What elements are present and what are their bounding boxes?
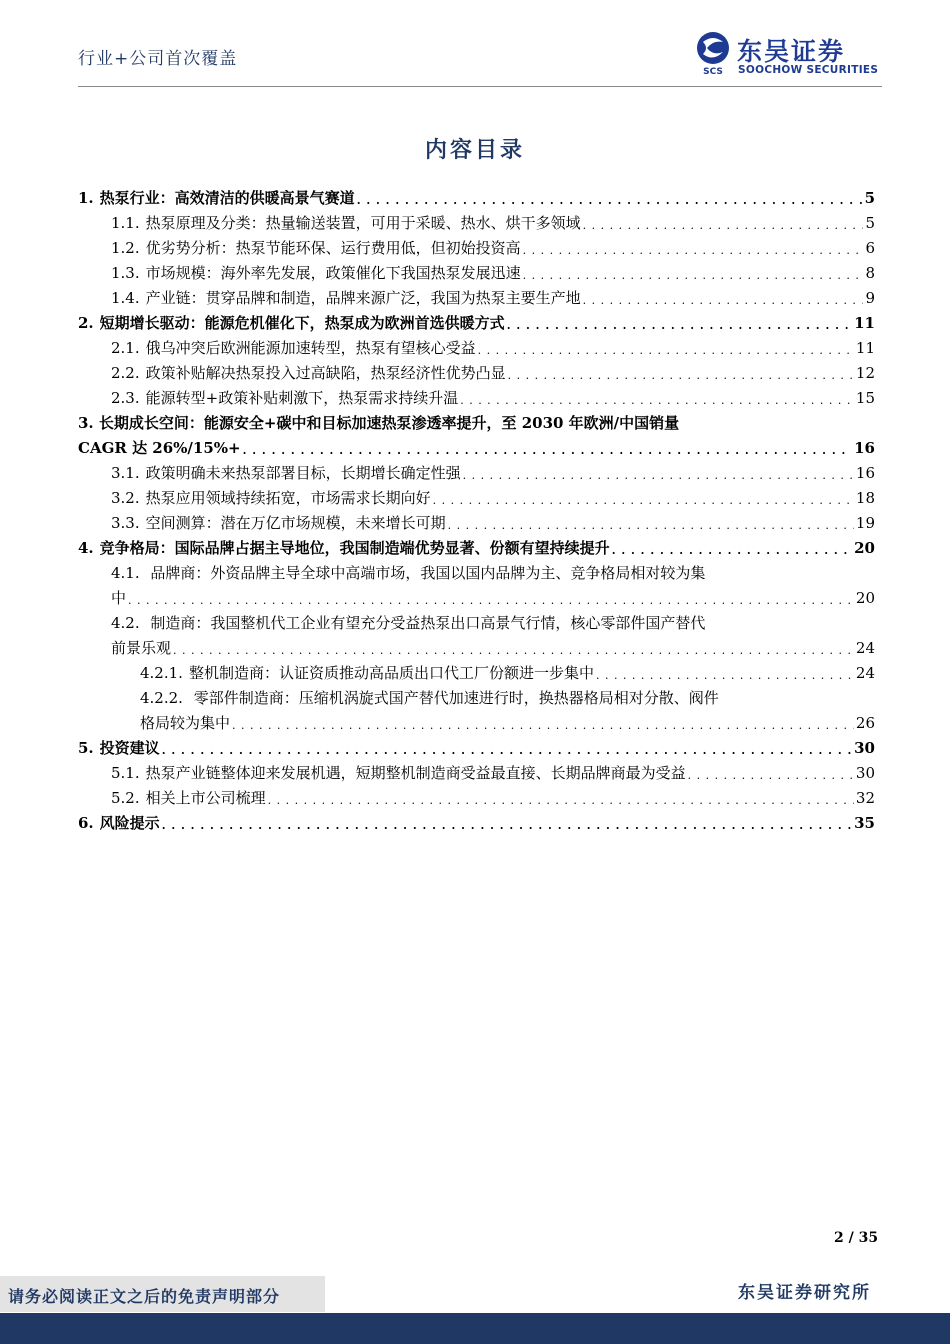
toc-entry-2-2[interactable] [78, 361, 875, 386]
toc-entry-title-continued: 前景乐观 [111, 639, 172, 657]
toc-entry-title: 制造商：我国整机代工企业有望充分受益热泵出口高景气行情，核心零部件国产替代 [150, 614, 706, 632]
toc-entry-page: 8 [865, 264, 875, 282]
toc-leader-dots [596, 666, 854, 686]
toc-entry-number: 2.1. [111, 339, 140, 357]
toc-entry-title: 俄乌冲突后欧洲能源加速转型，热泵有望核心受益 [145, 339, 476, 357]
toc-entry-title: 热泵行业：高效清洁的供暖高景气赛道 [99, 189, 355, 207]
toc-entry-number: 4.2. [111, 614, 140, 632]
toc-entry-title: 短期增长驱动：能源危机催化下，热泵成为欧洲首选供暖方式 [99, 314, 505, 332]
toc-entry-page: 24 [855, 639, 875, 657]
toc-entry-number: 3. [78, 414, 94, 432]
table-of-contents [78, 186, 875, 836]
toc-entry-5-2[interactable] [78, 786, 875, 811]
toc-entry-4[interactable] [78, 536, 875, 561]
toc-entry-page: 24 [855, 664, 875, 682]
toc-entry-page: 11 [854, 314, 875, 332]
logo-chinese-name: 东吴证券 [737, 37, 846, 66]
toc-entry-2-3[interactable] [78, 386, 875, 411]
toc-entry-page: 30 [855, 764, 875, 782]
toc-entry-number: 2.2. [111, 364, 140, 382]
toc-entry-5-1[interactable] [78, 761, 875, 786]
toc-entry-page: 26 [855, 714, 875, 732]
toc-entry-title: 竞争格局：国际品牌占据主导地位，我国制造端优势显著、份额有望持续提升 [99, 539, 610, 557]
toc-entry-page: 19 [855, 514, 875, 532]
toc-entry-page: 6 [865, 239, 875, 257]
toc-entry-1-4[interactable] [78, 286, 875, 311]
toc-entry-2-1[interactable] [78, 336, 875, 361]
toc-entry-title: 能源转型+政策补贴刺激下，热泵需求持续升温 [145, 389, 459, 407]
toc-entry-title: 市场规模：海外率先发展，政策催化下我国热泵发展迅速 [145, 264, 521, 282]
toc-entry-3[interactable] [78, 411, 875, 461]
toc-entry-number: 1.1. [111, 214, 140, 232]
toc-leader-dots [583, 216, 864, 236]
toc-entry-number: 3.3. [111, 514, 140, 532]
toc-entry-number: 4.1. [111, 564, 140, 582]
toc-entry-title: 热泵产业链整体迎来发展机遇，短期整机制造商受益最直接、长期品牌商最为受益 [145, 764, 686, 782]
toc-leader-dots [232, 716, 854, 736]
logo-english-name: SOOCHOW SECURITIES [738, 64, 879, 76]
toc-leader-dots [478, 341, 854, 361]
toc-leader-dots [583, 291, 864, 311]
toc-entry-number: 4. [78, 539, 94, 557]
toc-entry-4-2[interactable] [78, 611, 875, 661]
toc-entry-1-1[interactable] [78, 211, 875, 236]
toc-leader-dots [463, 466, 854, 486]
toc-entry-number: 4.2.1. [140, 664, 183, 682]
toc-entry-title: 长期成长空间：能源安全+碳中和目标加速热泵渗透率提升，至 2030 年欧洲/中国销量 [98, 414, 680, 432]
toc-leader-dots [612, 541, 852, 561]
toc-leader-dots [173, 641, 854, 661]
toc-entry-title: 整机制造商：认证资质推动高品质出口代工厂份额进一步集中 [188, 664, 594, 682]
footer-bar [0, 1313, 950, 1344]
toc-entry-page: 16 [855, 464, 875, 482]
toc-entry-1[interactable] [78, 186, 875, 211]
toc-entry-number: 1.4. [111, 289, 140, 307]
toc-title: 内容目录 [424, 137, 525, 163]
toc-entry-page: 32 [855, 789, 875, 807]
toc-entry-page: 20 [855, 589, 875, 607]
toc-entry-page: 5 [865, 214, 875, 232]
soochow-logo [693, 30, 883, 80]
toc-leader-dots [508, 366, 854, 386]
toc-entry-title: 零部件制造商：压缩机涡旋式国产替代加速进行时，换热器格局相对分散、阀件 [193, 689, 719, 707]
toc-entry-number: 2. [78, 314, 94, 332]
page-indicator: 2 / 35 [834, 1230, 879, 1246]
toc-leader-dots [268, 791, 854, 811]
toc-entry-5[interactable] [78, 736, 875, 761]
toc-entry-title: 投资建议 [99, 739, 160, 757]
toc-leader-dots [357, 191, 863, 211]
toc-entry-number: 2.3. [111, 389, 140, 407]
toc-entry-page: 11 [855, 339, 875, 357]
toc-entry-page: 30 [854, 739, 875, 757]
toc-leader-dots [448, 516, 854, 536]
footer-disclaimer-box [0, 1276, 325, 1312]
footer-disclaimer: 请务必阅读正文之后的免责声明部分 [8, 1287, 281, 1306]
toc-entry-number: 1.3. [111, 264, 140, 282]
toc-entry-6[interactable] [78, 811, 875, 836]
toc-leader-dots [507, 316, 852, 336]
toc-entry-page: 12 [855, 364, 875, 382]
toc-leader-dots [688, 766, 854, 786]
toc-entry-3-3[interactable] [78, 511, 875, 536]
toc-entry-title: 相关上市公司梳理 [145, 789, 266, 807]
toc-entry-4-2-1[interactable] [78, 661, 875, 686]
toc-entry-1-3[interactable] [78, 261, 875, 286]
toc-leader-dots [433, 491, 854, 511]
toc-entry-title: 风险提示 [99, 814, 160, 832]
toc-entry-title: 政策明确未来热泵部署目标，长期增长确定性强 [145, 464, 461, 482]
toc-entry-page: 5 [864, 189, 875, 207]
toc-entry-4-1[interactable] [78, 561, 875, 611]
report-type-label: 行业+公司首次覆盖 [78, 49, 238, 69]
toc-entry-page: 18 [855, 489, 875, 507]
toc-entry-number: 5. [78, 739, 94, 757]
footer-institute: 东吴证券研究所 [738, 1283, 871, 1303]
toc-entry-number: 6. [78, 814, 94, 832]
toc-leader-dots [523, 266, 864, 286]
toc-entry-title: 优劣势分析：热泵节能环保、运行费用低，但初始投资高 [145, 239, 521, 257]
toc-entry-page: 35 [854, 814, 875, 832]
toc-entry-1-2[interactable] [78, 236, 875, 261]
toc-entry-title-continued: CAGR 达 26%/15%+ [78, 439, 241, 457]
toc-entry-number: 1.2. [111, 239, 140, 257]
toc-entry-title: 空间测算：潜在万亿市场规模，未来增长可期 [145, 514, 446, 532]
toc-entry-number: 1. [78, 189, 94, 207]
toc-entry-number: 5.2. [111, 789, 140, 807]
toc-entry-number: 5.1. [111, 764, 140, 782]
toc-entry-title: 热泵应用领域持续拓宽，市场需求长期向好 [145, 489, 431, 507]
toc-entry-4-2-2[interactable] [78, 686, 875, 736]
toc-entry-title-continued: 中 [111, 589, 127, 607]
toc-entry-page: 20 [854, 539, 875, 557]
toc-leader-dots [243, 441, 853, 461]
toc-entry-3-2[interactable] [78, 486, 875, 511]
toc-entry-3-1[interactable] [78, 461, 875, 486]
toc-entry-number: 3.2. [111, 489, 140, 507]
toc-leader-dots [523, 241, 864, 261]
toc-entry-number: 4.2.2. [140, 689, 183, 707]
toc-entry-2[interactable] [78, 311, 875, 336]
toc-entry-title: 政策补贴解决热泵投入过高缺陷，热泵经济性优势凸显 [145, 364, 506, 382]
logo-mark-text: SCS [703, 67, 723, 76]
soochow-logo-icon [693, 30, 733, 76]
toc-entry-title-continued: 格局较为集中 [140, 714, 231, 732]
toc-entry-number: 3.1. [111, 464, 140, 482]
toc-entry-page: 9 [865, 289, 875, 307]
header-divider [78, 86, 882, 87]
toc-entry-page: 15 [855, 389, 875, 407]
toc-entry-page: 16 [854, 439, 875, 457]
toc-entry-title: 产业链：贯穿品牌和制造，品牌来源广泛，我国为热泵主要生产地 [145, 289, 581, 307]
toc-entry-title: 热泵原理及分类：热量输送装置，可用于采暖、热水、烘干多领域 [145, 214, 581, 232]
toc-leader-dots [128, 591, 854, 611]
toc-leader-dots [162, 816, 852, 836]
toc-leader-dots [460, 391, 854, 411]
toc-leader-dots [162, 741, 852, 761]
toc-entry-title: 品牌商：外资品牌主导全球中高端市场，我国以国内品牌为主、竞争格局相对较为集 [150, 564, 706, 582]
